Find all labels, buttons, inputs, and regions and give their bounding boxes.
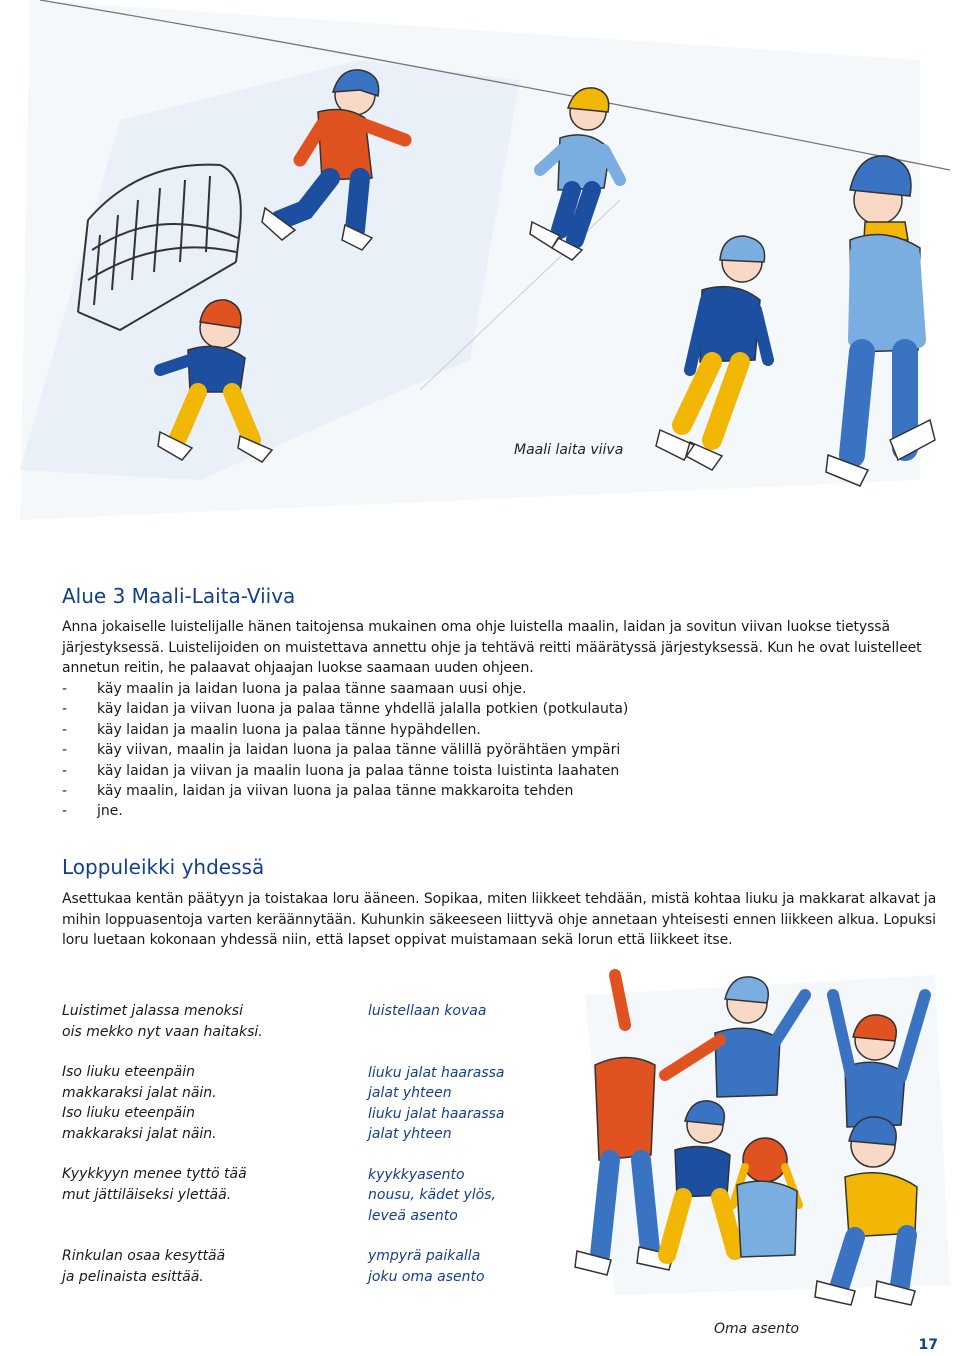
- poem-stanza: Kyykkyyn menee tyttö tää mut jättiläiseksi ylettää.: [62, 1166, 247, 1203]
- illustration-caption-top: Maali laita viiva: [514, 442, 624, 458]
- poem-action: ympyrä paikalla joku oma asento: [368, 1248, 485, 1285]
- poem-actions: [368, 1001, 505, 1287]
- list-item: - jne.: [62, 801, 942, 821]
- route-instruction-list: [62, 679, 942, 822]
- poem-stanza: Iso liuku eteenpäin makkaraksi jalat näin. Iso liuku eteenpäin makkaraksi jalat näin.: [62, 1064, 217, 1142]
- list-item: - käy laidan ja viivan ja maalin luona ja palaa tänne toista luistinta laahaten: [62, 761, 942, 781]
- page-number: 17: [918, 1337, 938, 1353]
- list-item: - käy laidan ja maalin luona ja palaa tänne hypähdellen.: [62, 720, 942, 740]
- poem-action: luistellaan kovaa: [368, 1003, 487, 1019]
- section3-intro: Anna jokaiselle luistelijalle hänen taitojensa mukainen oma ohje luistella maalin, laidan ja sovitun viivan luokse tietyssä järjestyksessä. Luistelijoiden on muistettava annettu ohje ja tehtävä reitti määrätyssä järjestyksessä. Kun he ovat luistelleet annetun reitin, he palaavat ohjaajan luokse saamaan uuden ohjeen.: [62, 619, 922, 676]
- poem-stanza: Luistimet jalassa menoksi ois mekko nyt vaan haitaksi.: [62, 1003, 263, 1040]
- poem-verses: [62, 1001, 263, 1287]
- section-title-alue3: Alue 3 Maali-Laita-Viiva: [62, 584, 296, 608]
- skaters-illustration-top: [0, 0, 960, 520]
- poem-stanza: Rinkulan osaa kesyttää ja pelinaista esittää.: [62, 1248, 226, 1285]
- group-pose-illustration: [555, 955, 955, 1320]
- list-item: - käy maalin ja laidan luona ja palaa tänne saamaan uusi ohje.: [62, 679, 942, 699]
- section-title-loppuleikki: Loppuleikki yhdessä: [62, 855, 265, 879]
- list-item: - käy maalin, laidan ja viivan luona ja palaa tänne makkaroita tehden: [62, 781, 942, 801]
- list-item: - käy laidan ja viivan luona ja palaa tänne yhdellä jalalla potkien (potkulauta): [62, 699, 942, 719]
- final-game-intro: Asettukaa kentän päätyyn ja toistakaa loru ääneen. Sopikaa, miten liikkeet tehdään, mistä kohtaa liuku ja makkarat alkavat ja mihin loppuasentoja varten keräännytään. Kuhunkin säkeeseen liittyvä ohje annetaan yhteisesti ennen liikkeen alkua. Lopuksi loru luetaan kokonaan yhdessä niin, että lapset oppivat muistamaan sekä lorun että liikkeet itse.: [62, 891, 937, 948]
- illustration-caption-bottom: Oma asento: [714, 1321, 800, 1337]
- poem-action: kyykkyasento nousu, kädet ylös, leveä asento: [368, 1166, 496, 1224]
- poem-action: liuku jalat haarassa jalat yhteen liuku jalat haarassa jalat yhteen: [368, 1064, 505, 1142]
- list-item: - käy viivan, maalin ja laidan luona ja palaa tänne välillä pyörähtäen ympäri: [62, 740, 942, 760]
